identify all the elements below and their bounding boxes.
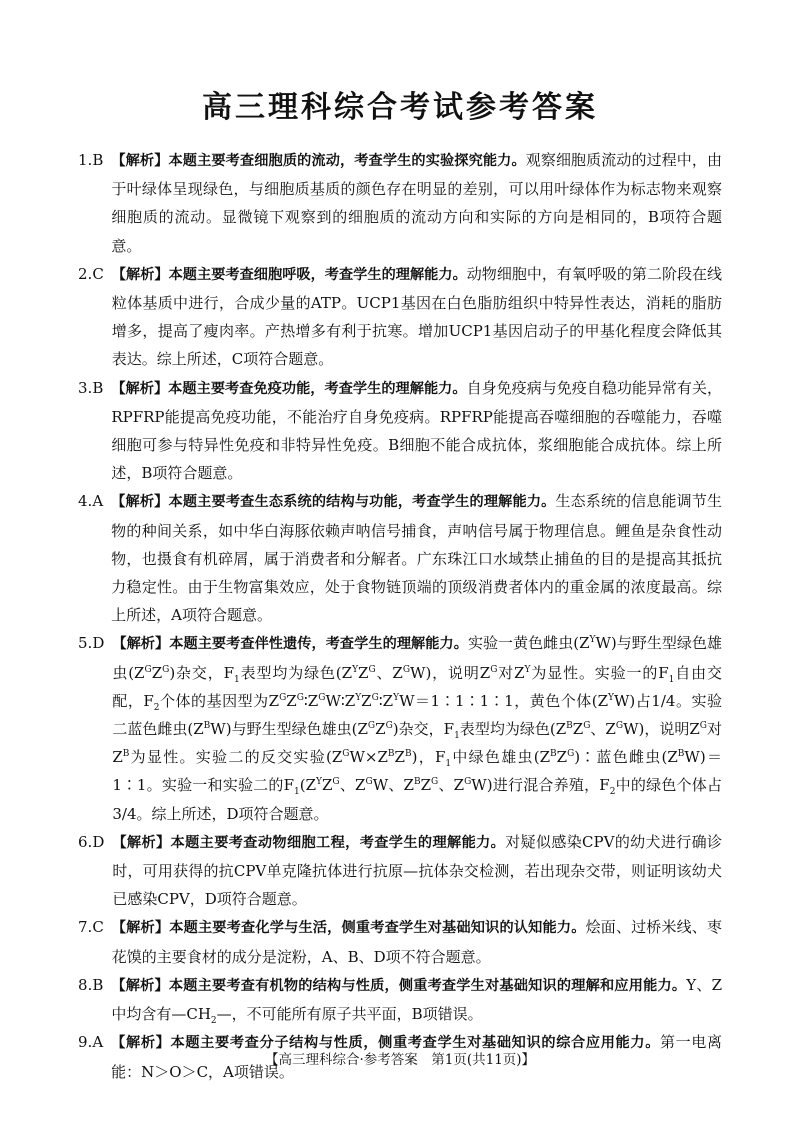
explanation <box>111 971 722 1028</box>
explanation-heading: 【解析】本题主要考查分子结构与性质，侧重考查学生对基础知识的综合应用能力。 <box>111 1035 661 1052</box>
answer-letter: B <box>92 151 104 169</box>
question-number <box>78 828 112 914</box>
question-number <box>78 260 112 374</box>
explanation-text: 自身免疫病与免疫自稳功能异常有关，RPFRP能提高免疫功能，不能治疗自身免疫病。RPFRP能提高吞噬细胞的吞噬能力，吞噬细胞可参与特异性免疫和非特异性免疫。B细胞不能合成抗体，浆细胞能合成抗体。综上所述，B项符合题意。 <box>111 378 722 483</box>
question-number <box>78 487 111 629</box>
page-title: 高三理科综合考试参考答案 <box>202 90 598 125</box>
question-number <box>78 374 111 488</box>
explanation-heading: 【解析】本题主要考查细胞呼吸，考查学生的理解能力。 <box>111 266 467 283</box>
explanation-text: 生态系统的信息能调节生物的种间关系，如中华白海豚依赖声呐信号捕食，声呐信号属于物理信息。鲤鱼是杂食性动物，也摄食有机碎屑，属于消费者和分解者。广东珠江口水域禁止捕鱼的目的是提高其抵抗力稳定性。由于生物富集效应，处于食物链顶端的顶级消费者体内的重金属的浓度最高。综上所述，A项符合题意。 <box>111 492 722 625</box>
explanation-heading: 【解析】本题主要考查免疫功能，考查学生的理解能力。 <box>111 380 467 397</box>
item-number: 8. <box>78 975 93 994</box>
explanation-heading: 【解析】本题主要考查动物细胞工程，考查学生的理解能力。 <box>112 834 506 851</box>
explanation-heading: 【解析】本题主要考查细胞质的流动，考查学生的实验探究能力。 <box>111 153 526 169</box>
explanation <box>112 828 722 914</box>
question-number <box>78 629 112 827</box>
explanation-text: 对疑似感染CPV的幼犬进行确诊时，可用获得的抗CPV单克隆抗体进行抗原—抗体杂交检测，若出现杂交带，则证明该幼犬已感染CPV，D项符合题意。 <box>112 832 722 909</box>
answer-item <box>80 374 722 488</box>
explanation-heading: 【解析】本题主要考查生态系统的结构与功能，考查学生的理解能力。 <box>111 494 556 511</box>
answer-letter: D <box>92 832 105 851</box>
item-number: 4. <box>78 492 93 511</box>
explanation-text: 烩面、过桥米线、枣花馍的主要食材的成分是淀粉，A、B、D项不符合题意。 <box>111 918 722 966</box>
explanation <box>111 374 722 488</box>
item-number: 6. <box>78 832 93 851</box>
answer-item <box>80 913 722 970</box>
explanation <box>112 629 722 827</box>
answer-item <box>80 971 722 1028</box>
item-number: 9. <box>78 1033 93 1052</box>
answer-item <box>80 146 722 260</box>
explanation-text: 动物细胞中，有氧呼吸的第二阶段在线粒体基质中进行，合成少量的ATP。UCP1基因在白色脂肪组织中特异性表达，消耗的脂肪增多，提高了瘦肉率。产热增多有利于抗寒。增加UCP1基因启动子的甲基化程度会降低其表达。综上所述，C项符合题意。 <box>111 264 722 369</box>
answer-letter: C <box>92 264 104 283</box>
answer-letter: A <box>92 1033 104 1052</box>
answer-letter: D <box>92 634 105 653</box>
answer-item <box>80 260 722 374</box>
explanation-text: Y、Z中均含有$—CH_2—$，不可能所有原子共平面，B项错误。 <box>111 975 722 1027</box>
answer-letter: C <box>92 918 104 937</box>
answer-list <box>80 146 722 1086</box>
answer-letter: B <box>92 975 104 994</box>
page-footer: 【高三理科综合·参考答案 第1页(共11页)】 <box>264 1052 536 1068</box>
explanation-text: 实验一黄色雌虫$(Z^YW)$与野生型绿色雄虫$(Z^GZ^G)$杂交，$F_1$表型均为绿色($Z^YZ^G$、$Z^GW$)，说明$Z^G$对$Z^Y$为显性。实验一的$F_1$自由交配，$F_2$个体的基因型为$Z^GZ^G∶Z^GW∶Z^YZ^G∶Z^YW=1∶1∶1∶1$，黄色个体$(Z^YW)$占1/4。实验二蓝色雌虫$(Z^BW)$与野生型绿色雄虫$(Z^GZ^G)$杂交，$F_1$表型均为绿色($Z^BZ^G$、$Z^GW$)，说明$Z^G$对$Z^B$为显性。实验二的反交实验$(Z^GW\times Z^BZ^B)$，$F_1$中绿色雄虫$(Z^BZ^G)∶$蓝色雌虫$(Z^BW)=1∶1$。实验一和实验二的$F_1(Z^YZ^G$、$Z^GW$、$Z^BZ^G$、$Z^GW$)进行混合养殖，$F_2$中的绿色个体占3/4。综上所述，D项符合题意。 <box>112 634 723 823</box>
explanation <box>111 146 722 260</box>
item-number: 2. <box>78 264 93 283</box>
explanation-text: 观察细胞质流动的过程中，由于叶绿体呈现绿色，与细胞质基质的颜色存在明显的差别，可以用叶绿体作为标志物来观察细胞质的流动。显微镜下观察到的细胞质的流动方向和实际的方向是相同的，B项符合题意。 <box>111 151 722 255</box>
item-number: 1. <box>78 151 93 169</box>
explanation <box>112 913 722 970</box>
explanation-heading: 【解析】本题主要考查有机物的结构与性质，侧重考查学生对基础知识的理解和应用能力。 <box>111 977 687 994</box>
item-number: 7. <box>78 918 93 937</box>
item-number: 3. <box>78 378 93 397</box>
answer-letter: A <box>92 492 104 511</box>
answer-item <box>80 629 722 827</box>
explanation-text: 第一电离能：N＞O＞C，A项错误。 <box>111 1033 722 1081</box>
explanation-heading: 【解析】本题主要考查伴性遗传，考查学生的理解能力。 <box>112 636 468 653</box>
explanation <box>111 487 722 629</box>
explanation-heading: 【解析】本题主要考查化学与生活，侧重考查学生对基础知识的认知能力。 <box>111 920 586 937</box>
question-number <box>78 146 111 260</box>
question-number <box>78 913 112 970</box>
explanation <box>112 260 722 374</box>
answer-item <box>80 828 722 914</box>
question-number <box>78 971 111 1028</box>
item-number: 5. <box>78 634 93 653</box>
answer-letter: B <box>92 378 104 397</box>
answer-item <box>80 487 722 629</box>
